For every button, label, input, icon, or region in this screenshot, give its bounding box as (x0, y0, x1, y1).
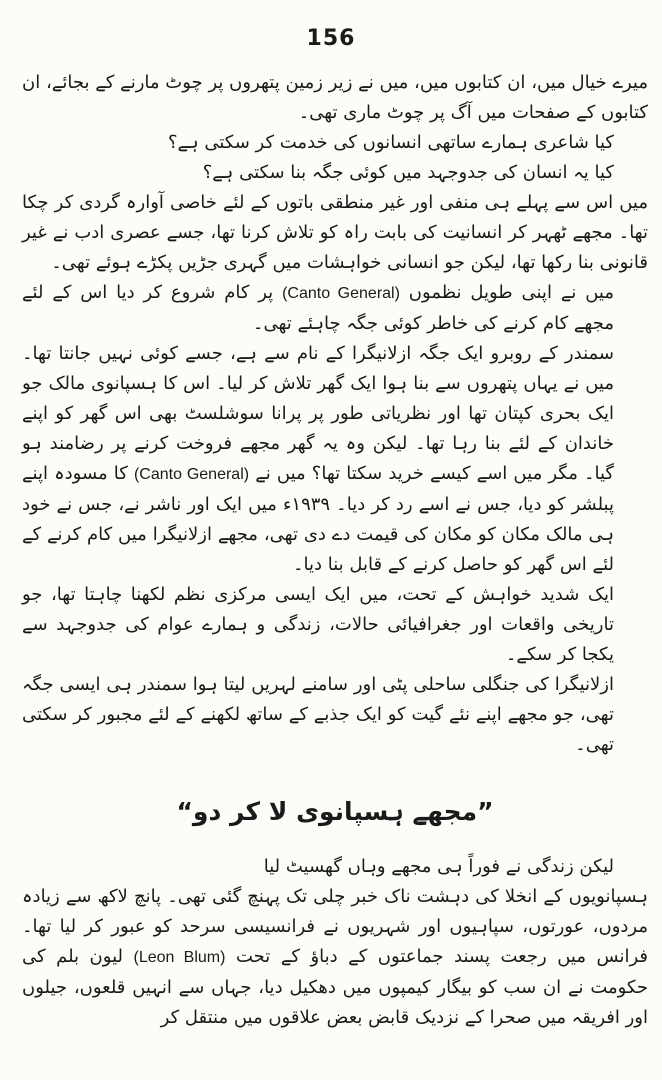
page-number: 156 (306, 26, 356, 51)
paragraph: میں اس سے پہلے ہی منفی اور غیر منطقی باتوں کے لئے خاصی آوارہ گردی کر چکا تھا۔ مجھے ٹھہر کر انسانیت کی بابت راہ کو تلاش کرنا تھا، جسے عصری ادب نے غیر قانونی بنا رکھا تھا، لیکن جو انسانی خواہشات میں گہری جڑیں پکڑے ہوئے تھی۔ (22, 192, 648, 273)
paragraph: سمندر کے روبرو ایک جگہ ازلانیگرا کے نام سے ہے، جسے کوئی نہیں جانتا تھا۔ میں نے یہاں پتھروں سے بنا ہوا ایک گھر تلاش کر لیا۔ اس کا ہسپانوی مالک جو ایک بحری کپتان تھا اور نظریاتی طور پر پرانا سوشلسٹ بھی اس گھر کو اپنے خاندان کے لئے بنا رہا تھا۔ لیکن وہ یہ گھر مجھے فروخت کرنے پر رضامند ہو گیا۔ مگر میں اسے کیسے خرید سکتا تھا؟ میں نے (Canto General) کا مسودہ اپنے پبلشر کو دیا، جس نے اسے رد کر دیا۔ ۱۹۳۹ء میں ایک اور ناشر نے، جس نے خود ہی مالک مکان کو مکان کی قیمت دے دی تھی، مجھے ازلانیگرا میں کام کرنے کے لئے اس گھر کو حاصل کرنے کے قابل بنا دیا۔ (22, 343, 615, 575)
paragraph: کیا شاعری ہمارے ساتھی انسانوں کی خدمت کر سکتی ہے؟ (167, 132, 614, 153)
paragraph: کیا یہ انسان کی جدوجہد میں کوئی جگہ بنا سکتی ہے؟ (202, 162, 614, 183)
paragraph: لیکن زندگی نے فوراً ہی مجھے وہاں گھسیٹ لیا (263, 856, 614, 877)
page-body (22, 68, 648, 1033)
paragraph: ازلانیگرا کی جنگلی ساحلی پٹی اور سامنے لہریں لیتا ہوا سمندر ہی ایسی جگہ تھی، جو مجھے اپنے نئے گیت کو ایک جذبے کے ساتھ لکھنے کے لئے مجبور کر سکتی تھی۔ (22, 674, 614, 755)
section-heading: ”مجھے ہسپانوی لا کر دو“ (176, 797, 494, 826)
paragraph: میرے خیال میں، ان کتابوں میں، میں نے زیر زمین پتھروں پر چوٹ مارنے کے بجائے، ان کتابوں کے صفحات میں آگ پر چوٹ ماری تھی۔ (22, 72, 648, 123)
paragraph: ہسپانویوں کے انخلا کی دہشت ناک خبر چلی تک پہنچ گئی تھی۔ پانچ لاکھ سے زیادہ مردوں، عورتوں، سپاہیوں اور شہریوں نے فرانسیسی سرحد کو عبور کر لیا تھا۔ فرانس میں رجعت پسند جماعتوں کے دباؤ کے تحت (Leon Blum) لیون بلم کی حکومت نے ان سب کو بیگار کیمپوں میں دھکیل دیا، جہاں سے انہیں قلعوں، جیلوں اور افریقہ میں صحرا کے نزدیک قابض بعض علاقوں میں منتقل کر (22, 886, 648, 1028)
paragraph: میں نے اپنی طویل نظموں (Canto General) پر کام شروع کر دیا اس کے لئے مجھے کام کرنے کی خاطر کوئی جگہ چاہئے تھی۔ (22, 282, 614, 334)
paragraph: ایک شدید خواہش کے تحت، میں ایک ایسی مرکزی نظم لکھنا چاہتا تھا، جو تاریخی واقعات اور جغرافیائی حالات، زندگی و ہمارے عوام کی جدوجہد سے یکجا کر سکے۔ (22, 584, 614, 665)
